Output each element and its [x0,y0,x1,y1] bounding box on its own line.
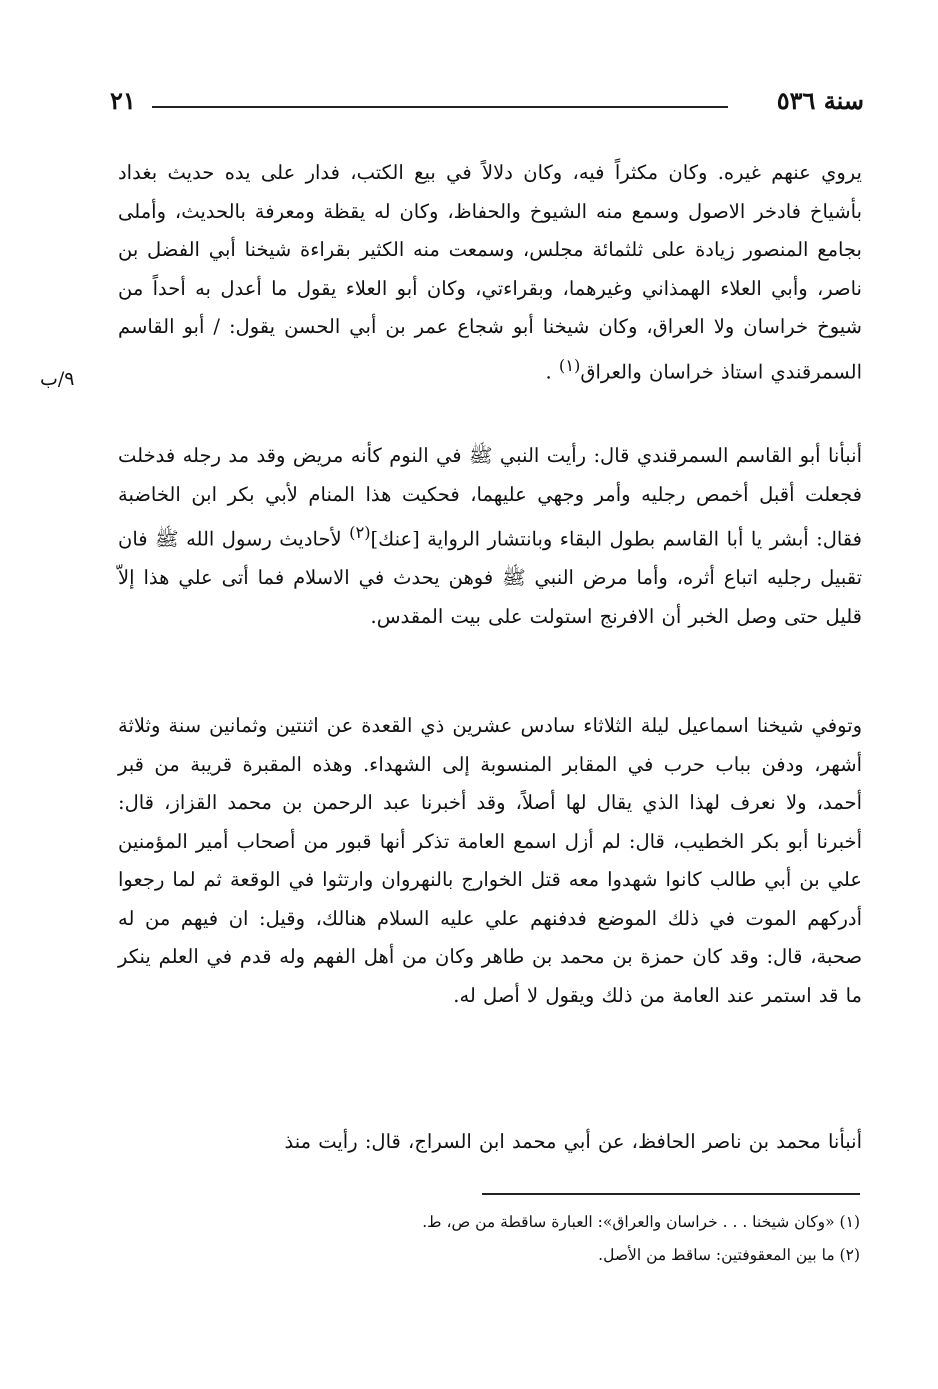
header-rule [152,106,728,108]
footnote-rule [482,1193,860,1195]
paragraph-2 [118,437,862,636]
footnote-ref-1: (١) [558,355,581,375]
paragraph-1 [118,154,862,392]
margin-folio-note: ٩/ب [40,368,75,390]
footnote-2: (٢) ما بين المعقوفتين: ساقط من الأصل. [598,1246,860,1264]
paragraph-4 [118,1123,862,1162]
paragraph-3 [118,707,862,1015]
paragraph-3-text: وتوفي شيخنا اسماعيل ليلة الثلاثاء سادس عشرين ذي القعدة عن اثنتين وثمانين سنة وثلاثة أشهر، ودفن بباب حرب في المقابر المنسوبة إلى الشهداء. وهذه المقبرة قريبة من قبر أحمد، ولا نعرف لهذا الذي يقال لها أصلاً، وقد أخبرنا عبد الرحمن بن محمد القزاز، قال: أخبرنا أبو بكر الخطيب، قال: لم أزل اسمع العامة تذكر أنها قبور من أصحاب أمير المؤمنين علي بن أبي طالب كانوا شهدوا معه قتل الخوارج بالنهروان وارتثوا في الوقعة ثم لما رجعوا أدركهم الموت في ذلك الموضع فدفنهم علي عليه السلام هنالك، وقيل: ان فيهم من له صحبة، قال: وقد كان حمزة بن محمد بن طاهر وكان من أهل الفهم وله قدم في العلم ينكر ما قد استمر عند العامة من ذلك ويقول لا أصل له. [118,714,862,1007]
paragraph-1-text: يروي عنهم غيره. وكان مكثراً فيه، وكان دلالاً في بيع الكتب، فدار على يده حديث بغداد بأشياخ فادخر الاصول وسمع منه الشيوخ والحفاظ، وكان له يقظة ومعرفة بالحديث، وأملى بجامع المنصور زيادة على ثلثمائة مجلس، وسمعت منه الكثير بقراءة شيخنا أبي الفضل بن ناصر، وأبي العلاء الهمذاني وغيرهما، وبقراءتي، وكان أبو العلاء يقول ما أعدل به أحداً من شيوخ خراسان ولا العراق، وكان شيخنا أبو شجاع عمر بن أبي الحسن يقول: / أبو القاسم السمرقندي استاذ خراسان والعراق [118,161,862,383]
footnote-1: (١) «وكان شيخنا . . . خراسان والعراق»: العبارة ساقطة من ص، ط. [422,1213,860,1231]
paragraph-1-end: . [545,360,559,383]
running-head-year: سنة ٥٣٦ [776,86,864,115]
page-number: ٢١ [110,86,136,115]
paragraph-2-text-cont: لأحاديث رسول الله ﷺ فان تقبيل رجليه اتباع أثره، وأما مرض النبي ﷺ فوهن يحدث في الاسلام فما أتى علي هذا إلاّ قليل حتى وصل الخبر أن الافرنج استولت على بيت المقدس. [118,527,862,628]
paragraph-4-text: أنبأنا محمد بن ناصر الحافظ، عن أبي محمد ابن السراج، قال: رأيت منذ [284,1130,862,1153]
paragraph-2-text: أنبأنا أبو القاسم السمرقندي قال: رأيت النبي ﷺ في النوم كأنه مريض وقد مد رجله فدخلت فجعلت أقبل أخمص رجليه وأمر وجهي عليهما، فحكيت هذا المنام لأبي بكر ابن الخاضبة فقال: أبشر يا أبا القاسم بطول البقاء وبانتشار الرواية [عنك] [118,444,862,551]
footnote-ref-2: (٢) [349,523,371,542]
